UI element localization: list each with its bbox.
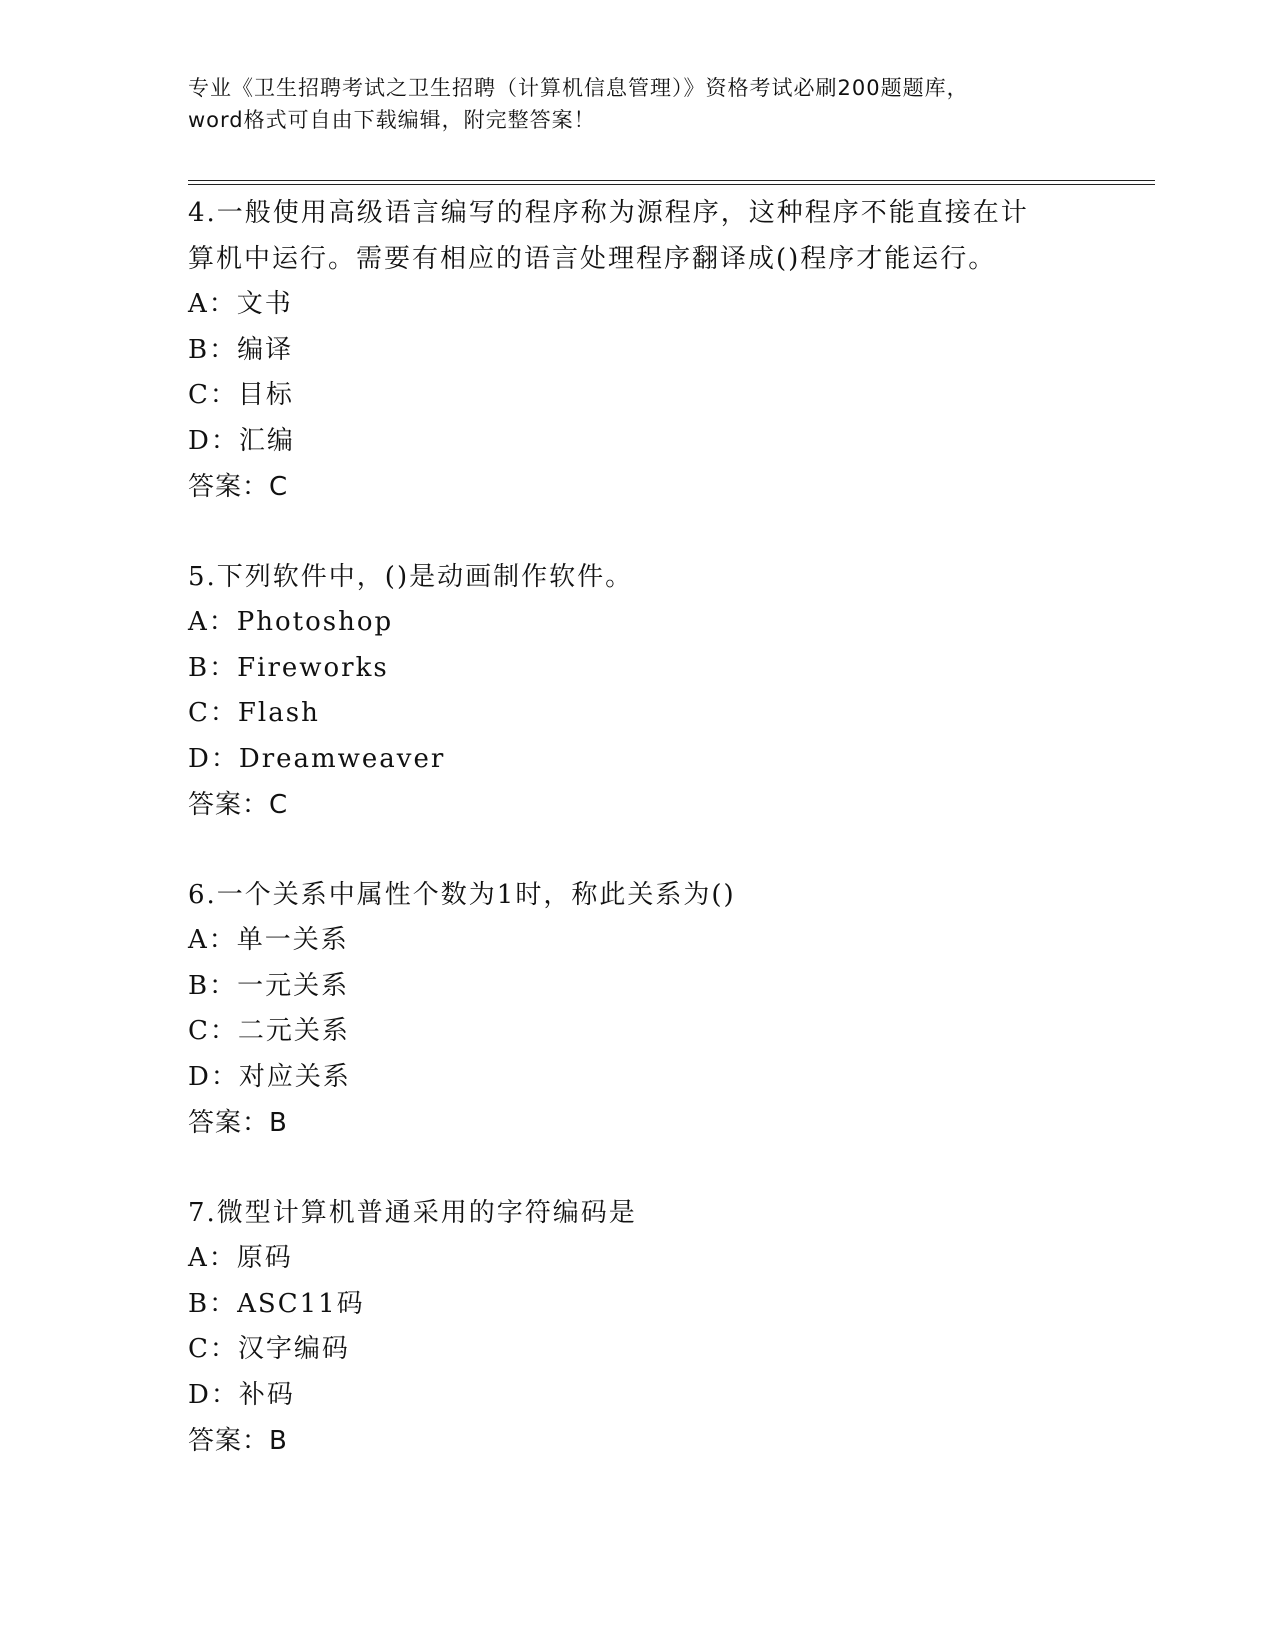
answer-line: 答案：B (188, 1426, 288, 1456)
header-rule-bottom (188, 184, 1155, 185)
answer-line: 答案：B (188, 1108, 288, 1138)
option-d: D：汇编 (188, 425, 295, 456)
question-text-line: 4.一般使用高级语言编写的程序称为源程序，这种程序不能直接在计 (188, 198, 1029, 228)
option-a: A：Photoshop (188, 607, 394, 637)
header-rule-top (188, 180, 1155, 181)
option-a: A：原码 (188, 1243, 293, 1273)
answer-line: 答案：C (188, 790, 289, 820)
option-d: D：Dreamweaver (188, 743, 446, 774)
question-7 (188, 1190, 1088, 1464)
option-a: A：文书 (188, 289, 293, 319)
question-text-line: 算机中运行。需要有相应的语言处理程序翻译成()程序才能运行。 (188, 244, 997, 274)
question-text-line: 5.下列软件中，()是动画制作软件。 (188, 562, 634, 592)
option-b: B：Fireworks (188, 652, 389, 683)
option-d: D：对应关系 (188, 1061, 351, 1092)
header-line-2: word格式可自由下载编辑，附完整答案！ (188, 108, 596, 132)
question-4 (188, 190, 1088, 510)
option-a: A：单一关系 (188, 925, 349, 955)
option-b: B：编译 (188, 334, 294, 365)
question-5 (188, 554, 1088, 828)
question-6 (188, 872, 1088, 1146)
question-text-line: 7.微型计算机普通采用的字符编码是 (188, 1198, 637, 1228)
option-c: C：目标 (188, 380, 294, 410)
question-list (188, 190, 1088, 1508)
option-c: C：二元关系 (188, 1016, 350, 1046)
option-c: C：Flash (188, 698, 320, 728)
option-b: B：一元关系 (188, 970, 350, 1001)
question-text-line: 6.一个关系中属性个数为1时，称此关系为() (188, 880, 736, 910)
document-header (188, 72, 1088, 136)
answer-line: 答案：C (188, 472, 289, 502)
option-c: C：汉字编码 (188, 1334, 350, 1364)
header-line-1: 专业《卫生招聘考试之卫生招聘（计算机信息管理）》资格考试必刷200题题库， (188, 76, 969, 100)
option-d: D：补码 (188, 1379, 295, 1410)
option-b: B：ASC11码 (188, 1288, 365, 1319)
